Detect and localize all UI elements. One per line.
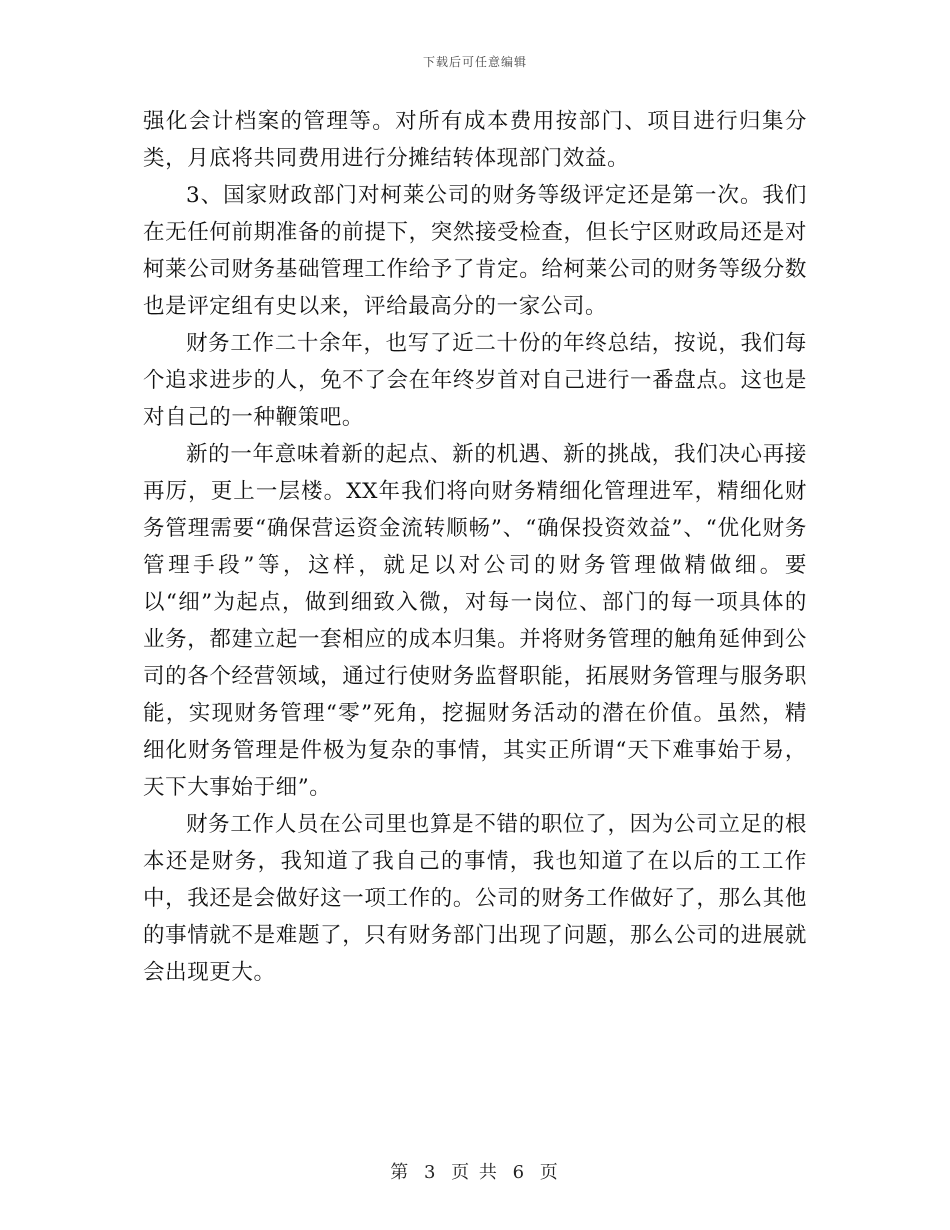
footer-prefix: 第: [390, 1162, 411, 1183]
paragraph: 3、国家财政部门对柯莱公司的财务等级评定还是第一次。我们在无任何前期准备的前提下，突然接受检查，但长宁区财政局还是对柯莱公司财务基础管理工作给予了肯定。给柯莱公司的财务等级分数也是评定组有史以来，评给最高分的一家公司。: [143, 183, 807, 319]
paragraph: 财务工作人员在公司里也算是不错的职位了，因为公司立足的根本还是财务，我知道了我自己的事情，我也知道了在以后的工工作中，我还是会做好这一项工作的。公司的财务工作做好了，那么其他的事情就不是难题了，只有财务部门出现了问题，那么公司的进展就会出现更大。: [143, 812, 807, 985]
paragraph: 财务工作二十余年，也写了近二十份的年终总结，按说，我们每个追求进步的人，免不了会在年终岁首对自己进行一番盘点。这也是对自己的一种鞭策吧。: [143, 331, 807, 430]
footer-middle: 页 共: [451, 1162, 499, 1183]
paragraph: 强化会计档案的管理等。对所有成本费用按部门、项目进行归集分类，月底将共同费用进行分摊结转体现部门效益。: [143, 109, 807, 171]
document-body: [143, 103, 807, 991]
paragraph: 新的一年意味着新的起点、新的机遇、新的挑战，我们决心再接再厉，更上一层楼。XX年我们将向财务精细化管理进军，精细化财务管理需要“确保营运资金流转顺畅”、“确保投资效益”、“优化财务管理手段”等，这样，就足以对公司的财务管理做精做细。要以“细”为起点，做到细致入微，对每一岗位、部门的每一项具体的业务，都建立起一套相应的成本归集。并将财务管理的触角延伸到公司的各个经营领域，通过行使财务监督职能，拓展财务管理与服务职能，实现财务管理“零”死角，挖掘财务活动的潜在价值。虽然，精细化财务管理是件极为复杂的事情，其实正所谓“天下难事始于易，天下大事始于细”。: [143, 442, 807, 800]
footer-suffix: 页: [539, 1162, 560, 1183]
footer-total-pages: 6: [512, 1162, 527, 1183]
page-header: 下载后可任意编辑: [422, 55, 527, 69]
page-footer: [0, 1158, 950, 1184]
footer-page-number: 3: [423, 1162, 438, 1183]
